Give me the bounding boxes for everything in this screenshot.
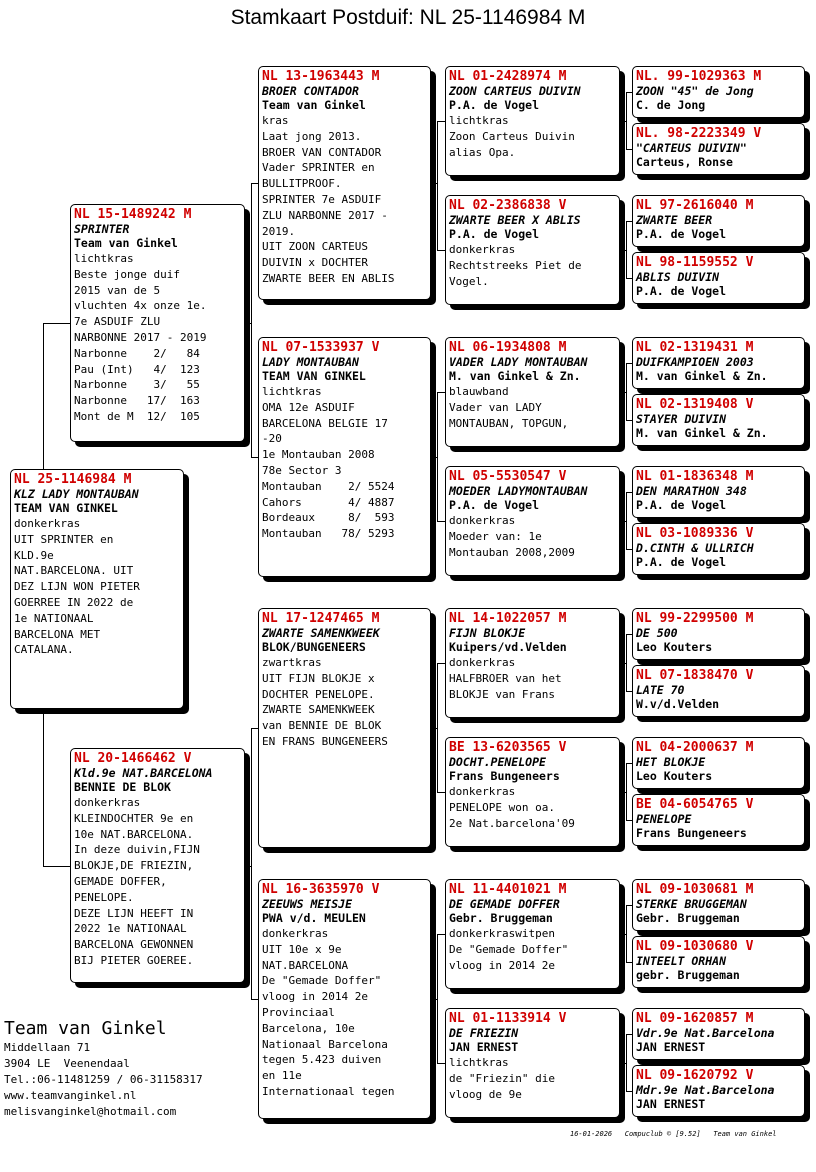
pigeon-note: KLD.9e (14, 548, 54, 562)
ring-number: NL 97-2616040 M (636, 198, 754, 213)
pigeon-note: Laat jong 2013. (262, 129, 362, 143)
pigeon-note: BARCELONA GEWONNEN (74, 938, 194, 952)
connector-line (620, 934, 626, 935)
pedigree-card-dds (445, 879, 620, 989)
ring-number: NL 04-2000637 M (636, 740, 754, 755)
pigeon-note: 2015 van de 5 (74, 283, 161, 297)
connector-line (626, 92, 627, 149)
pigeon-note: De "Gemade Doffer" (262, 974, 382, 988)
pigeon-note: DEZ LIJN WON PIETER (14, 580, 140, 594)
connector-line (43, 323, 70, 324)
pedigree-card-gen4-9 (632, 608, 805, 660)
pigeon-note: Rechtstreeks Piet de (449, 258, 582, 272)
pigeon-note: 2e Nat.barcelona'09 (449, 816, 575, 830)
pigeon-note: Internationaal tegen (262, 1084, 395, 1098)
pigeon-note: In deze duivin,FIJN (74, 843, 200, 857)
pigeon-name: DUIFKAMPIOEN 2003 (636, 355, 754, 369)
breeder-name: Frans Bungeneers (449, 769, 560, 783)
connector-line (437, 934, 438, 1063)
breeder-name: BENNIE DE BLOK (74, 780, 171, 794)
ring-number: NL 03-1089336 V (636, 526, 754, 541)
pigeon-name: DE 500 (636, 626, 678, 640)
pigeon-note: EN FRANS BUNGENEERS (262, 734, 388, 748)
pigeon-note: BARCELONA BELGIE 17 (262, 416, 388, 430)
owner-line: Middellaan 71 (4, 1041, 91, 1054)
pedigree-card-gen4-1 (632, 66, 805, 118)
pigeon-note: PENELOPE. (74, 890, 134, 904)
breeder-name: JAN ERNEST (449, 1040, 519, 1054)
pigeon-note: BLOKJE,DE FRIEZIN, (74, 859, 194, 873)
pigeon-note: donkerkras (74, 796, 141, 809)
connector-line (620, 250, 626, 251)
breeder-name: gebr. Bruggeman (636, 968, 740, 982)
pedigree-card-dss (445, 608, 620, 718)
owner-line: melisvanginkel@hotmail.com (4, 1105, 177, 1118)
pigeon-note: Pau (Int) 4/ 123 (74, 362, 200, 376)
pigeon-name: Mdr.9e Nat.Barcelona (636, 1083, 775, 1097)
pigeon-note: Vader SPRINTER en (262, 161, 375, 175)
connector-line (620, 663, 626, 664)
pigeon-name: VADER LADY MONTAUBAN (449, 355, 588, 369)
pigeon-note: SPRINTER 7e ASDUIF (262, 192, 382, 206)
connector-line (245, 866, 252, 867)
pigeon-note: Narbonne 2/ 84 (74, 346, 200, 360)
ring-number: NL 99-2299500 M (636, 611, 754, 626)
breeder-name: JAN ERNEST (636, 1040, 706, 1054)
connector-line (437, 250, 445, 251)
ring-number: NL 17-1247465 M (262, 611, 380, 626)
pedigree-card-gen4-7 (632, 466, 805, 518)
connector-line (437, 392, 438, 521)
pedigree-card-gen4-15 (632, 1008, 805, 1060)
breeder-name: M. van Ginkel & Zn. (636, 369, 768, 383)
pigeon-note: UIT FIJN BLOKJE x (262, 671, 375, 685)
connector-line (626, 363, 627, 420)
pigeon-note: PENELOPE won oa. (449, 800, 555, 814)
connector-line (431, 999, 437, 1000)
connector-line (626, 1034, 627, 1091)
breeder-name: Leo Kouters (636, 769, 713, 783)
pigeon-name: FIJN BLOKJE (449, 626, 526, 640)
breeder-name: Team van Ginkel (74, 236, 178, 250)
pigeon-name: ZEEUWS MEISJE (262, 897, 353, 911)
pigeon-name: PENELOPE (636, 812, 692, 826)
breeder-name: M. van Ginkel & Zn. (449, 369, 581, 383)
pigeon-name: BROER CONTADOR (262, 84, 359, 98)
pedigree-card-dam (70, 748, 245, 983)
ring-number: NL 13-1963443 M (262, 69, 380, 84)
pigeon-note: 7e ASDUIF ZLU (74, 315, 161, 329)
pigeon-name: Vdr.9e Nat.Barcelona (636, 1026, 775, 1040)
pigeon-name: ZWARTE BEER X ABLIS (449, 213, 581, 227)
connector-line (251, 728, 252, 999)
ring-number: NL 14-1022057 M (449, 611, 567, 626)
pedigree-card-dsd (445, 737, 620, 847)
breeder-name: JAN ERNEST (636, 1097, 706, 1111)
pedigree-card-gen4-5 (632, 337, 805, 389)
connector-line (251, 457, 258, 458)
pigeon-note: DOCHTER PENELOPE. (262, 687, 375, 701)
pigeon-note: Barcelona, 10e (262, 1021, 355, 1035)
connector-line (251, 999, 258, 1000)
pigeon-name: LADY MONTAUBAN (262, 355, 359, 369)
pedigree-card-gen4-16 (632, 1065, 805, 1117)
pigeon-name: ZWARTE BEER (636, 213, 713, 227)
connector-line (620, 521, 626, 522)
pedigree-card-ss (258, 66, 431, 300)
pigeon-name: DE FRIEZIN (449, 1026, 519, 1040)
pigeon-name: INTEELT ORHAN (636, 954, 727, 968)
pedigree-card-sds (445, 337, 620, 447)
breeder-name: W.v/d.Velden (636, 697, 720, 711)
pigeon-note: UIT ZOON CARTEUS (262, 240, 368, 254)
ring-number: NL 02-2386838 V (449, 198, 567, 213)
pigeon-name: DOCHT.PENELOPE (449, 755, 546, 769)
breeder-name: P.A. de Vogel (449, 498, 540, 512)
pigeon-note: vloog in 2014 2e (449, 958, 555, 972)
pigeon-name: ZOON CARTEUS DUIVIN (449, 84, 581, 98)
pigeon-note: Zoon Carteus Duivin (449, 129, 575, 143)
page-title: Stamkaart Postduif: NL 25-1146984 M (230, 6, 586, 29)
ring-number: NL 20-1466462 V (74, 751, 192, 766)
pigeon-note: blauwband (449, 385, 509, 398)
ring-number: NL 25-1146984 M (14, 472, 132, 487)
pigeon-note: Mont de M 12/ 105 (74, 409, 200, 423)
ring-number: NL. 99-1029363 M (636, 69, 762, 84)
pigeon-note: BLOKJE van Frans (449, 687, 555, 701)
pigeon-note: 2022 1e NATIONAAL (74, 922, 187, 936)
breeder-name: M. van Ginkel & Zn. (636, 426, 768, 440)
pigeon-note: Cahors 4/ 4887 (262, 495, 395, 509)
owner-block (4, 1018, 203, 1120)
pigeon-name: D.CINTH & ULLRICH (636, 541, 754, 555)
connector-line (43, 323, 44, 469)
owner-line: Tel.:06-11481259 / 06-31158317 (4, 1073, 203, 1086)
ring-number: NL 02-1319431 M (636, 340, 754, 355)
pigeon-note: Provinciaal (262, 1005, 335, 1019)
breeder-name: P.A. de Vogel (636, 227, 727, 241)
connector-line (620, 1063, 626, 1064)
pigeon-note: 2019. (262, 224, 296, 238)
ring-number: NL 01-1133914 V (449, 1011, 567, 1026)
breeder-name: Leo Kouters (636, 640, 713, 654)
ring-number: NL 16-3635970 V (262, 882, 380, 897)
pigeon-note: DEZE LIJN HEEFT IN (74, 906, 194, 920)
pigeon-note: Vogel. (449, 274, 489, 288)
breeder-name: C. de Jong (636, 98, 706, 112)
ring-number: NL 02-1319408 V (636, 397, 754, 412)
pigeon-note: donkerkras (449, 243, 516, 256)
connector-line (251, 728, 258, 729)
pedigree-card-gen4-14 (632, 936, 805, 988)
connector-line (437, 663, 438, 792)
pedigree-card-gen4-8 (632, 523, 805, 575)
pigeon-name: "CARTEUS DUIVIN" (636, 141, 747, 155)
pigeon-note: Montauban 2/ 5524 (262, 479, 395, 493)
pigeon-name: ABLIS DUIVIN (636, 270, 720, 284)
pigeon-note: donkerkras (262, 927, 329, 940)
connector-line (620, 792, 626, 793)
pigeon-note: UIT SPRINTER en (14, 532, 114, 546)
pigeon-note: lichtkras (449, 114, 509, 127)
pigeon-note: Nationaal Barcelona (262, 1037, 388, 1051)
pigeon-note: -20 (262, 432, 282, 446)
pigeon-note: GEMADE DOFFER, (74, 874, 167, 888)
pigeon-note: Montauban 78/ 5293 (262, 527, 395, 541)
pedigree-card-ddd (445, 1008, 620, 1118)
pedigree-card-gen4-12 (632, 794, 805, 846)
breeder-name: Gebr. Bruggeman (449, 911, 553, 925)
pigeon-name: ZWARTE SAMENKWEEK (262, 626, 380, 640)
pigeon-note: vloog in 2014 2e (262, 990, 368, 1004)
pigeon-name: STERKE BRUGGEMAN (636, 897, 747, 911)
ring-number: NL 09-1030680 V (636, 939, 754, 954)
connector-line (431, 183, 437, 184)
pedigree-card-gen4-11 (632, 737, 805, 789)
pedigree-card-gen4-6 (632, 394, 805, 446)
connector-line (245, 323, 252, 324)
pigeon-name: DEN MARATHON 348 (636, 484, 747, 498)
breeder-name: P.A. de Vogel (636, 498, 727, 512)
breeder-name: P.A. de Vogel (449, 98, 540, 112)
pigeon-note: Montauban 2008,2009 (449, 545, 575, 559)
pedigree-card-sd (258, 337, 431, 577)
ring-number: NL 98-1159552 V (636, 255, 754, 270)
connector-line (626, 634, 627, 691)
pigeon-note: lichtkras (262, 385, 322, 398)
connector-line (626, 221, 627, 278)
connector-line (626, 763, 627, 820)
pedigree-card-sire (70, 204, 245, 442)
connector-line (626, 905, 627, 962)
pigeon-note: KLEINDOCHTER 9e en (74, 811, 194, 825)
pigeon-note: 10e NAT.BARCELONA. (74, 827, 194, 841)
connector-line (437, 121, 438, 250)
pigeon-note: NAT.BARCELONA (262, 958, 349, 972)
connector-line (437, 792, 445, 793)
owner-name: Team van Ginkel (4, 1018, 167, 1039)
connector-line (43, 866, 70, 867)
pigeon-note: en 11e (262, 1069, 302, 1083)
pigeon-note: BULLITPROOF. (262, 177, 342, 191)
breeder-name: Carteus, Ronse (636, 155, 733, 169)
pigeon-note: Vader van LADY (449, 400, 542, 414)
pigeon-note: BROER VAN CONTADOR (262, 145, 382, 159)
ring-number: NL 07-1838470 V (636, 668, 754, 683)
pedigree-card-gen4-3 (632, 195, 805, 247)
pigeon-note: lichtkras (74, 252, 134, 265)
pigeon-note: donkerkras (449, 514, 516, 527)
connector-line (620, 121, 626, 122)
pigeon-note: vluchten 4x onze 1e. (74, 299, 207, 313)
connector-line (620, 392, 626, 393)
pedigree-card-ds (258, 608, 431, 848)
pedigree-card-gen4-10 (632, 665, 805, 717)
breeder-name: Kuipers/vd.Velden (449, 640, 567, 654)
pigeon-note: ZLU NARBONNE 2017 - (262, 208, 388, 222)
pedigree-card-gen4-4 (632, 252, 805, 304)
pigeon-note: de "Friezin" die (449, 1071, 555, 1085)
connector-line (251, 183, 252, 457)
pigeon-note: UIT 10e x 9e (262, 942, 342, 956)
pigeon-note: CATALANA. (14, 643, 74, 657)
ring-number: BE 04-6054765 V (636, 797, 754, 812)
pedigree-card-subject (10, 469, 184, 709)
ring-number: NL 09-1030681 M (636, 882, 754, 897)
footer-credits: 16-01-2026 Compuclub © [9.52] Team van Ginkel (570, 1130, 777, 1138)
owner-line: www.teamvanginkel.nl (4, 1089, 137, 1102)
ring-number: NL 01-2428974 M (449, 69, 567, 84)
pigeon-note: 78e Sector 3 (262, 463, 342, 477)
pigeon-name: MOEDER LADYMONTAUBAN (449, 484, 588, 498)
breeder-name: Team van Ginkel (262, 98, 366, 112)
pigeon-note: Narbonne 3/ 55 (74, 378, 200, 392)
pigeon-note: Narbonne 17/ 163 (74, 394, 200, 408)
pigeon-name: DE GEMADE DOFFER (449, 897, 560, 911)
connector-line (43, 709, 44, 866)
ring-number: NL 05-5530547 V (449, 469, 567, 484)
pigeon-name: LATE 70 (636, 683, 685, 697)
pedigree-card-sss (445, 66, 620, 176)
ring-number: NL 15-1489242 M (74, 207, 192, 222)
connector-line (431, 728, 437, 729)
breeder-name: P.A. de Vogel (636, 284, 727, 298)
connector-line (437, 392, 445, 393)
pedigree-card-ssd (445, 195, 620, 305)
pigeon-name: ZOON "45" de Jong (636, 84, 754, 98)
breeder-name: Frans Bungeneers (636, 826, 747, 840)
ring-number: BE 13-6203565 V (449, 740, 567, 755)
pigeon-note: donkerkraswitpen (449, 927, 555, 940)
pigeon-note: NAT.BARCELONA. UIT (14, 564, 134, 578)
breeder-name: BLOK/BUNGENEERS (262, 640, 366, 654)
connector-line (431, 457, 437, 458)
pedigree-card-gen4-13 (632, 879, 805, 931)
pedigree-card-sdd (445, 466, 620, 576)
ring-number: NL 09-1620857 M (636, 1011, 754, 1026)
ring-number: NL 06-1934808 M (449, 340, 567, 355)
connector-line (437, 1063, 445, 1064)
pigeon-name: HET BLOKJE (636, 755, 706, 769)
pigeon-note: kras (262, 114, 289, 127)
breeder-name: P.A. de Vogel (449, 227, 540, 241)
breeder-name: TEAM VAN GINKEL (14, 501, 118, 515)
pigeon-note: tegen 5.423 duiven (262, 1053, 382, 1067)
pigeon-note: donkerkras (14, 517, 81, 530)
connector-line (251, 183, 258, 184)
breeder-name: Gebr. Bruggeman (636, 911, 740, 925)
ring-number: NL. 98-2223349 V (636, 126, 762, 141)
pigeon-note: BIJ PIETER GOEREE. (74, 953, 194, 967)
pigeon-note: vloog de 9e (449, 1087, 522, 1101)
pigeon-note: DUIVIN x DOCHTER (262, 256, 368, 270)
ring-number: NL 07-1533937 V (262, 340, 380, 355)
pigeon-note: donkerkras (449, 785, 516, 798)
pigeon-note: alias Opa. (449, 145, 516, 159)
ring-number: NL 11-4401021 M (449, 882, 567, 897)
pigeon-note: Beste jonge duif (74, 267, 180, 281)
connector-line (626, 492, 627, 549)
pigeon-name: KLZ LADY MONTAUBAN (14, 487, 139, 501)
pedigree-card-dd (258, 879, 431, 1119)
pigeon-note: 1e Montauban 2008 (262, 448, 375, 462)
pigeon-note: BARCELONA MET (14, 627, 101, 641)
owner-line: 3904 LE Veenendaal (4, 1057, 130, 1070)
pigeon-note: MONTAUBAN, TOPGUN, (449, 416, 569, 430)
pigeon-note: NARBONNE 2017 - 2019 (74, 330, 207, 344)
breeder-name: TEAM VAN GINKEL (262, 369, 366, 383)
pigeon-note: Bordeaux 8/ 593 (262, 511, 395, 525)
pigeon-name: STAYER DUIVIN (636, 412, 727, 426)
pigeon-note: HALFBROER van het (449, 671, 562, 685)
pigeon-note: OMA 12e ASDUIF (262, 400, 355, 414)
pigeon-note: ZWARTE BEER EN ABLIS (262, 271, 395, 285)
ring-number: NL 09-1620792 V (636, 1068, 754, 1083)
pigeon-note: zwartkras (262, 656, 322, 669)
pigeon-note: De "Gemade Doffer" (449, 942, 569, 956)
pigeon-note: GOERREE IN 2022 de (14, 595, 134, 609)
ring-number: NL 01-1836348 M (636, 469, 754, 484)
pigeon-note: lichtkras (449, 1056, 509, 1069)
pigeon-name: SPRINTER (74, 222, 130, 236)
pedigree-card-gen4-2 (632, 123, 805, 175)
breeder-name: P.A. de Vogel (636, 555, 727, 569)
connector-line (437, 521, 445, 522)
connector-line (437, 663, 445, 664)
pigeon-note: ZWARTE SAMENKWEEK (262, 703, 375, 717)
connector-line (437, 934, 445, 935)
pigeon-note: Moeder van: 1e (449, 529, 542, 543)
pigeon-note: van BENNIE DE BLOK (262, 719, 382, 733)
pigeon-note: 1e NATIONAAL (14, 611, 94, 625)
connector-line (437, 121, 445, 122)
pigeon-name: Kld.9e NAT.BARCELONA (74, 766, 213, 780)
pigeon-note: donkerkras (449, 656, 516, 669)
breeder-name: PWA v/d. MEULEN (262, 911, 366, 925)
